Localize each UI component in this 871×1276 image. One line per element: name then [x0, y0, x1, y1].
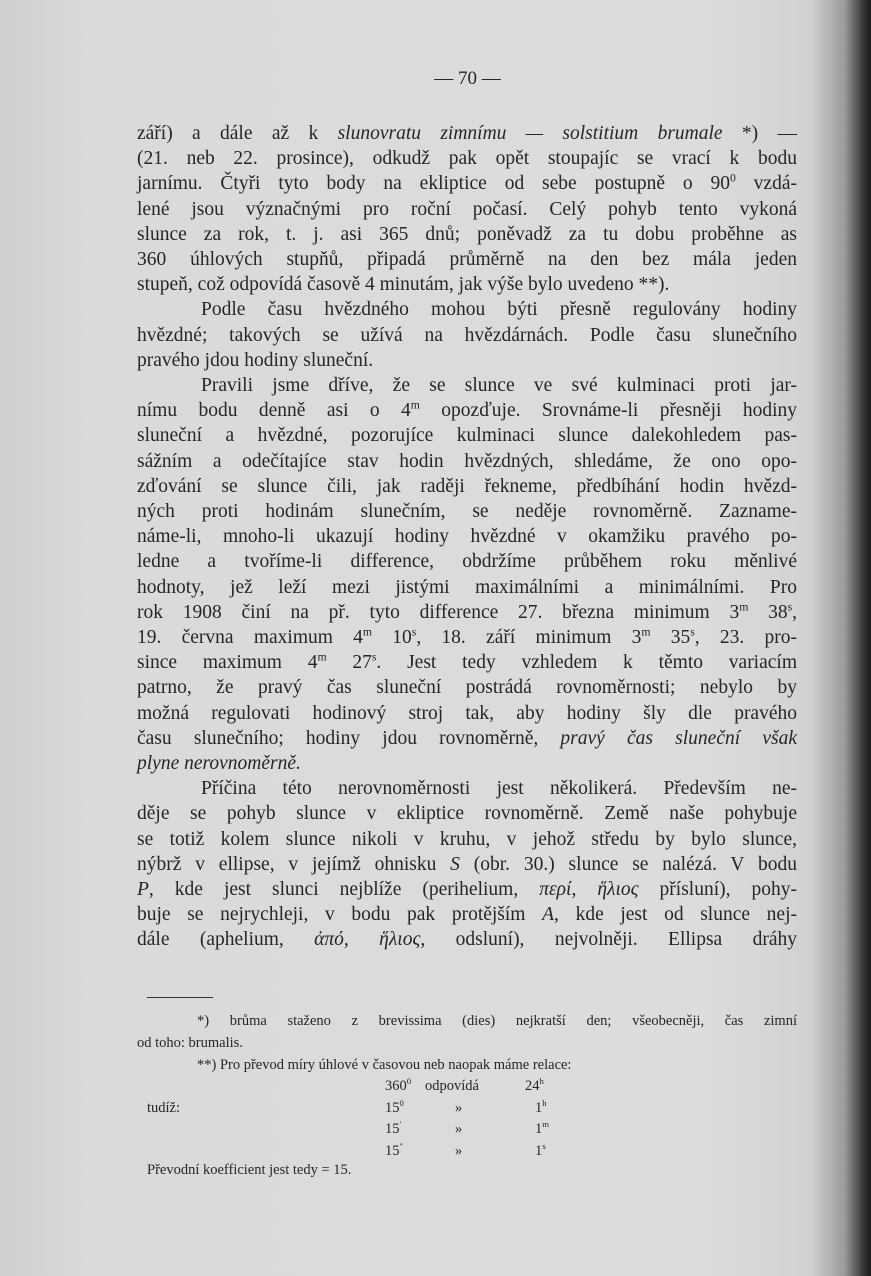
table-time: 1$^s$ — [535, 1140, 546, 1159]
text-line: Podle času hvězdného mohou býti přesně regulovány hodiny — [201, 299, 797, 321]
text-line: ledne a tvoříme-li difference, obdržíme průběhem roku měnlivé — [137, 551, 797, 573]
italic-text: plyne nerovnoměrně. — [137, 753, 301, 774]
text-line: září) a dále až k slunovratu zimnímu — solstitium brumale *) — — [137, 123, 797, 144]
superscript: s — [542, 1140, 546, 1151]
text-line: nýbrž v ellipse, v jejímž ohnisku S (obr. 30.) slunce se nalézá. V bodu — [137, 853, 797, 875]
italic-text: περί, ἥλιος — [539, 879, 639, 900]
superscript: 0 — [399, 1097, 404, 1108]
table-relation: » — [455, 1099, 463, 1116]
superscript: m — [542, 1119, 550, 1130]
text-line: buje se nejrychleji, v bodu pak protějším A, kde jest od slunce nej- — [137, 904, 797, 926]
text-line: lené jsou význačnými pro roční počasí. Celý pohyb tento vykoná — [137, 198, 797, 220]
italic-text: A — [542, 904, 555, 926]
superscript: ″ — [399, 1140, 404, 1151]
superscript: h — [542, 1097, 547, 1108]
page-number: — 70 — — [434, 68, 501, 89]
table-relation: » — [455, 1142, 463, 1159]
text-line: (21. neb 22. prosince), odkudž pak opět stoupajíc se vrací k bodu — [137, 148, 797, 170]
text-line: 360 úhlových stupňů, připadá průměrně na den bez mála jeden — [137, 249, 797, 270]
text-line: patrno, že pravý čas sluneční postrádá rovnoměrnosti; nebylo by — [137, 677, 797, 699]
text-line: rok 1908 činí na př. tyto difference 27. března minimum 3$^m$ 38$^s$, — [137, 600, 798, 623]
superscript: m — [317, 650, 327, 664]
footnote-line: **) Pro převod míry úhlové v časovou neb naopak máme relace: — [197, 1057, 572, 1073]
table-relation: odpovídá — [425, 1078, 479, 1094]
text-line: dále (aphelium, ἀπό, ἥλιος, odsluní), nejvolněji. Ellipsa dráhy — [137, 929, 797, 951]
text-line: děje se pohyb slunce v ekliptice rovnoměrně. Země naše pohybuje — [137, 803, 797, 825]
italic-text: P — [137, 879, 149, 900]
table-angle: 15″ — [385, 1140, 404, 1159]
text-line: since maximum 4$^m$ 27$^s$. Jest tedy vzhledem k těmto variacím — [137, 650, 797, 674]
text-line: hodnoty, jež leží mezi jistými maximálními a minimálními. Pro — [137, 576, 797, 598]
table-angle: $15^0$ — [385, 1097, 404, 1116]
text-line — [137, 752, 797, 776]
superscript: s — [690, 625, 695, 639]
superscript: m — [641, 625, 651, 639]
italic-text: pravý čas sluneční však — [560, 727, 797, 749]
superscript: ′ — [399, 1119, 402, 1130]
superscript: s — [787, 600, 793, 614]
text-line: hvězdné; takových se užívá na hvězdárnách. Podle času slunečního — [137, 324, 797, 346]
table-time: 1$^h$ — [535, 1097, 547, 1116]
text-line: 19. června maximum 4$^m$ 10$^s$, 18. září minimum 3$^m$ 35$^s$, 23. pro- — [137, 625, 797, 648]
table-angle: 15′ — [385, 1119, 402, 1137]
italic-text: ἀπό, ἥλιος — [314, 929, 421, 951]
superscript: m — [362, 625, 372, 639]
superscript: m — [739, 600, 749, 614]
footnote-divider — [147, 997, 213, 998]
superscript: 0 — [406, 1076, 412, 1087]
text-line: jarnímu. Čtyři tyto body na ekliptice od sebe postupně o $90^0$ vzdá- — [137, 171, 797, 195]
italic-text: slunovratu zimnímu — solstitium brumale — [337, 123, 723, 144]
superscript: m — [410, 398, 420, 412]
table-time: 1$^m$ — [535, 1119, 550, 1137]
text-line: P, kde jest slunci nejblíže (perihelium, περί, ἥλιος přísluní), pohy- — [137, 879, 797, 900]
text-line: slunce za rok, t. j. asi 365 dnů; poněvadž za tu dobu proběhne as — [137, 223, 797, 245]
text-line: zďování se slunce čili, jak raději řekneme, předbíhání hodin hvězd- — [137, 475, 797, 497]
table-label: tudíž: — [147, 1100, 181, 1116]
text-line: času slunečního; hodiny jdou rovnoměrně, pravý čas sluneční však — [137, 727, 797, 749]
text-line: náme-li, mnoho-li ukazují hodiny hvězdné v okamžiku pravého po- — [137, 526, 797, 548]
footnote-line: *) brůma staženo z brevissima (dies) nejkratší den; všeobecněji, čas zimní — [197, 1013, 797, 1029]
text-line: Pravili jsme dříve, že se slunce ve své kulminaci proti jar- — [201, 375, 797, 396]
italic-text: S — [450, 853, 460, 875]
text-line: nímu bodu denně asi o 4$^m$ opozďuje. Srovnáme-li přesněji hodiny — [137, 398, 797, 422]
text-line: stupeň, což odpovídá časově 4 minutám, jak výše bylo uvedeno **). — [137, 274, 670, 296]
text-line: se totiž kolem slunce nikoli v kruhu, v jehož středu by bylo slunce, — [137, 828, 797, 850]
superscript: 0 — [729, 171, 736, 185]
text-line: možná regulovati hodinový stroj tak, aby hodiny šly dle pravého — [137, 702, 797, 724]
text-line: sážním a odečítajíce stav hodin hvězdných, shledáme, že ono opo- — [137, 450, 797, 472]
conversion-conclusion: Převodní koefficient jest tedy = 15. — [147, 1162, 352, 1178]
text-line: ných proti hodinám slunečním, se neděje rovnoměrně. Zazname- — [137, 501, 797, 522]
table-time: 24$^h$ — [525, 1076, 544, 1094]
text-line: Příčina této nerovnoměrnosti jest několikerá. Především ne- — [201, 778, 797, 800]
text-line: pravého jdou hodiny sluneční. — [137, 349, 374, 371]
superscript: h — [539, 1076, 544, 1087]
superscript: s — [371, 650, 377, 664]
footnote-line: od toho: brumalis. — [137, 1035, 243, 1051]
table-relation: » — [455, 1121, 463, 1137]
superscript: s — [411, 625, 417, 639]
table-angle: $360^0$ — [385, 1076, 412, 1094]
text-line: sluneční a hvězdné, pozorujíce kulminaci slunce dalekohledem pas- — [137, 425, 797, 447]
